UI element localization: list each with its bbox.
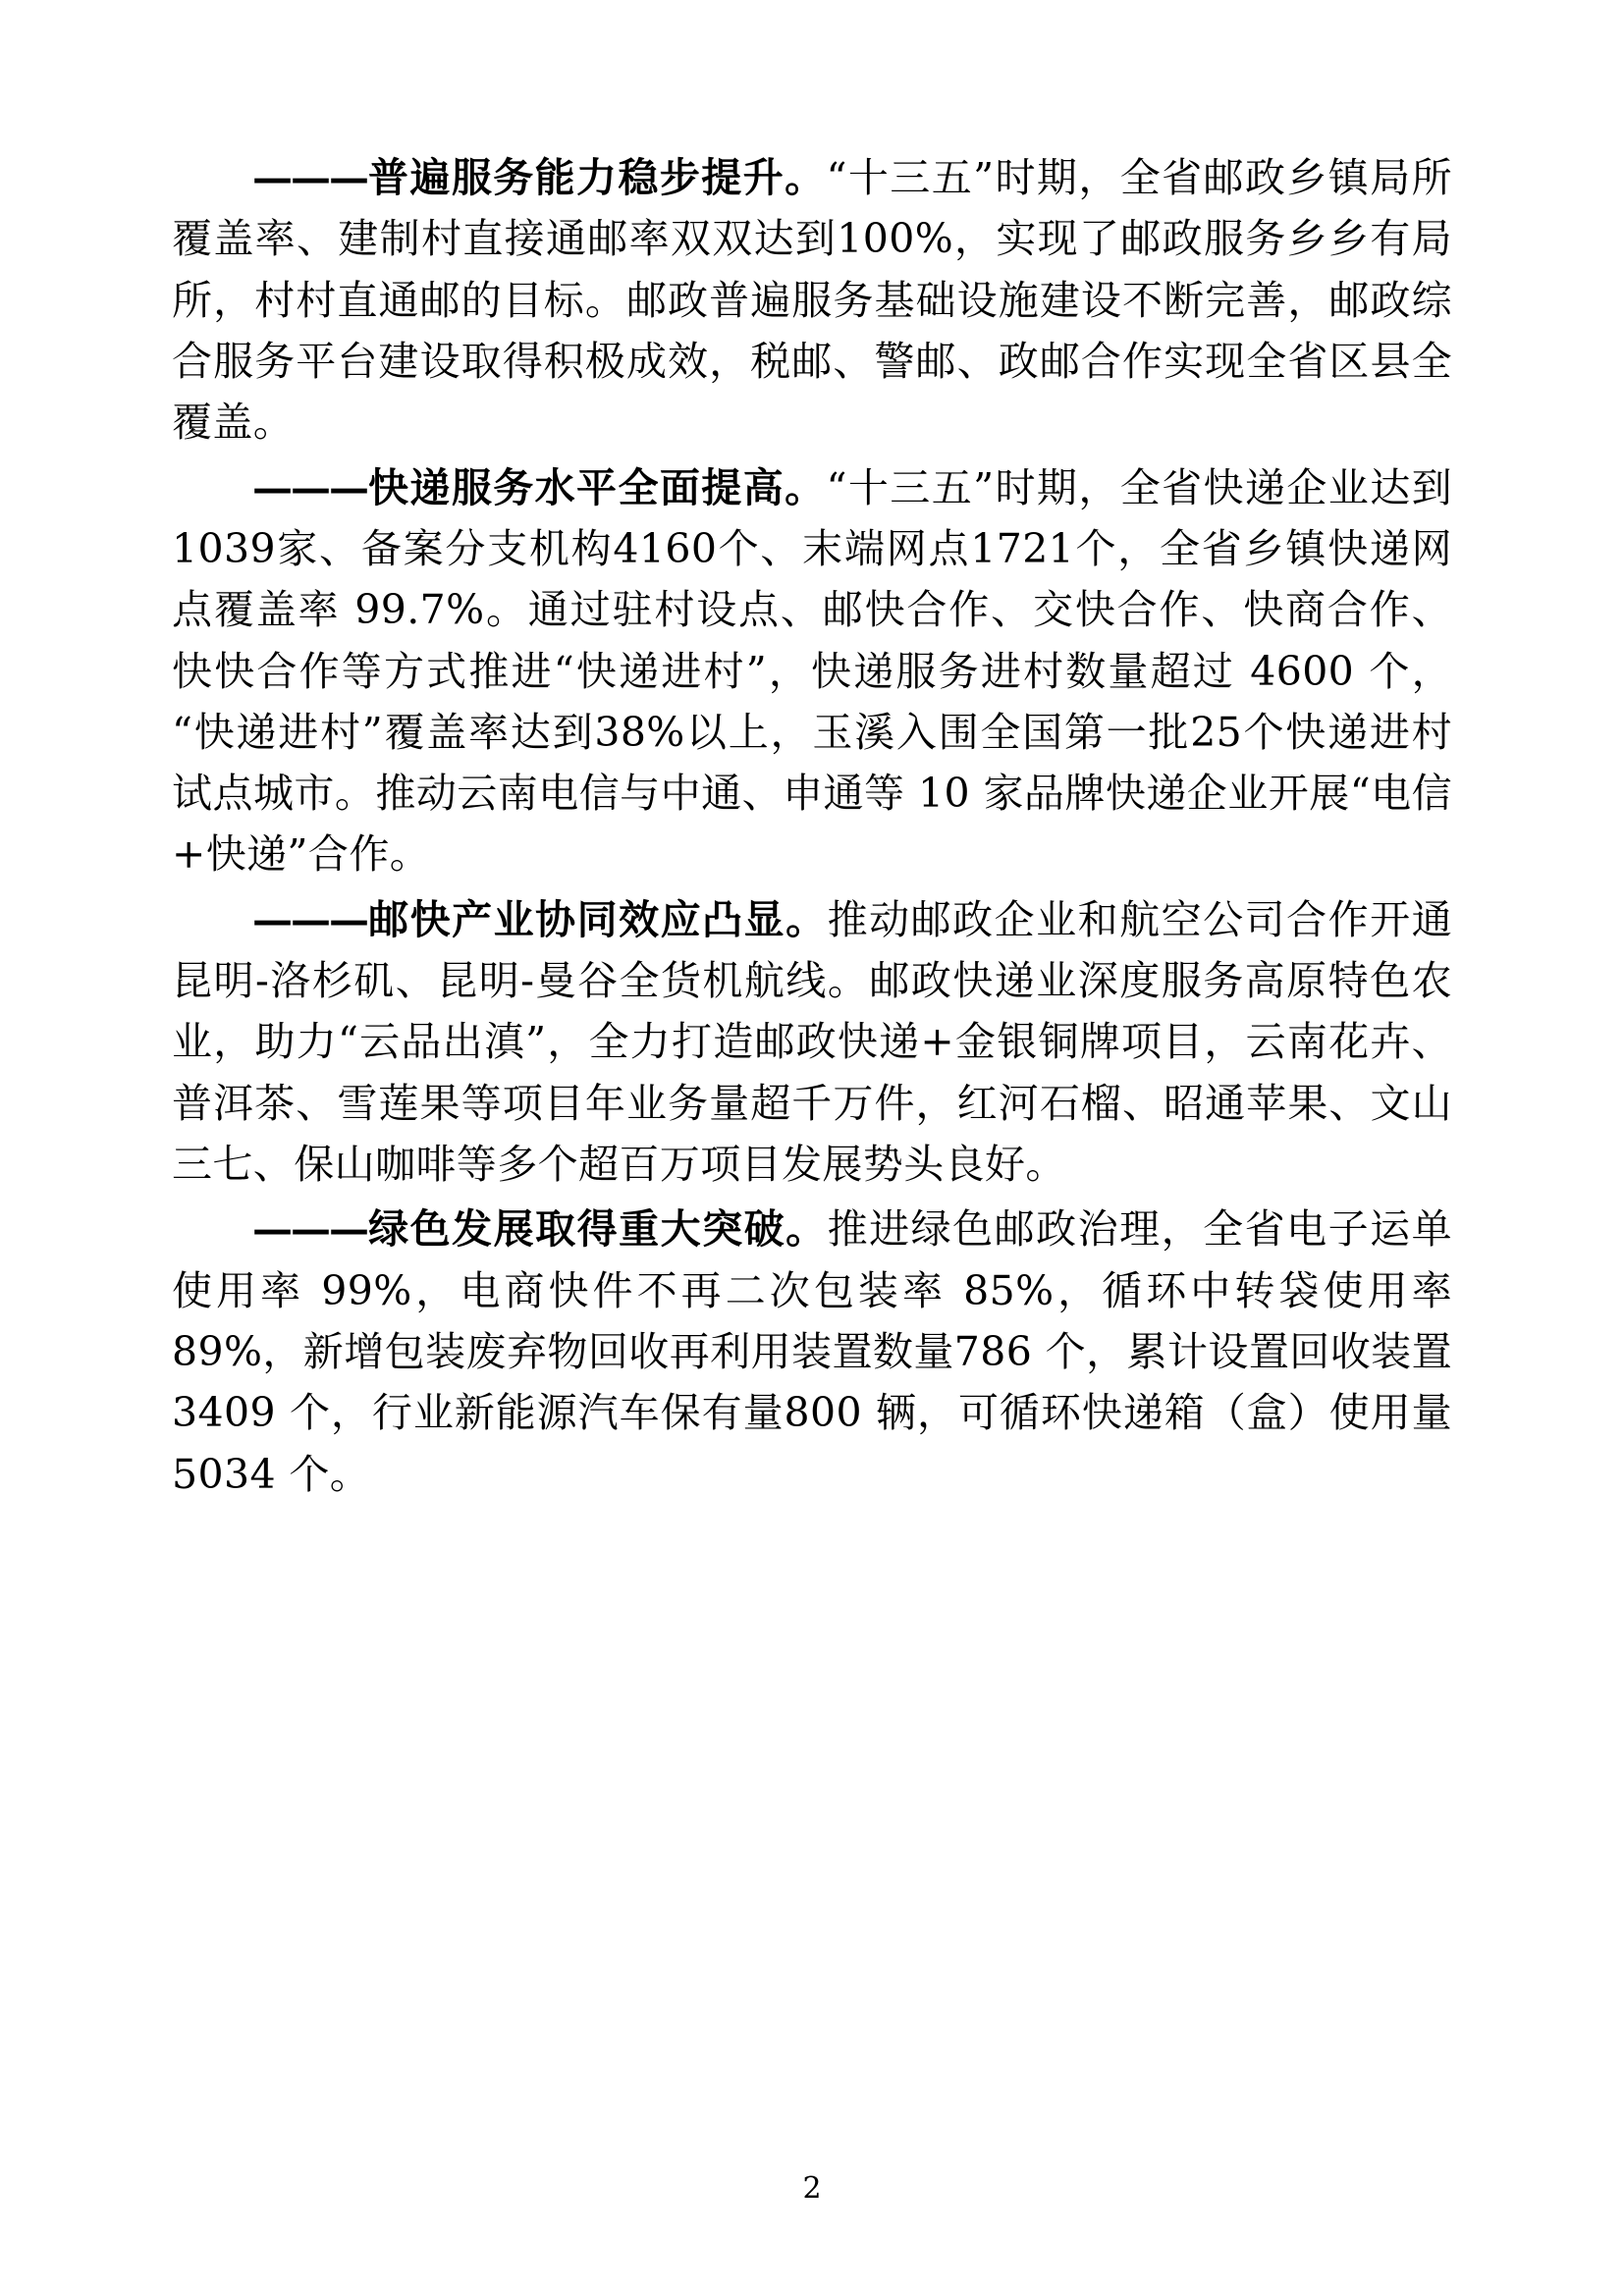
paragraph-text: 推动邮政企业和航空公司合作开通昆明-洛杉矶、昆明-曼谷全货机航线。邮政快递业深度服务高原特色农业，助力“云品出滇”，全力打造邮政快递+金银铜牌项目，云南花卉、普洱茶、雪莲果等项目年业务量超千万件，红河石榴、昭通苹果、文山三七、保山咖啡等多个超百万项目发展势头良好。 — [172, 895, 1453, 1188]
paragraph-dash-marker: ——— — [252, 463, 367, 511]
paragraph-heading: 绿色发展取得重大突破。 — [367, 1205, 828, 1254]
paragraph-express-service — [172, 457, 1452, 885]
paragraph-dash-marker: ——— — [252, 1205, 367, 1254]
paragraph-heading: 普遍服务能力稳步提升。 — [367, 154, 827, 201]
paragraph-text: 推进绿色邮政治理，全省电子运单使用率 99%，电商快件不再二次包装率 85%，循环中转袋使用率 89%，新增包装废弃物回收再利用装置数量786 个，累计设置回收装置3409 个，行业新能源汽车保有量800 辆，可循环快递箱（盒）使用量5034 个。 — [172, 1205, 1453, 1498]
paragraph-heading: 邮快产业协同效应凸显。 — [367, 895, 828, 943]
paragraph-text: “十三五”时期，全省邮政乡镇局所覆盖率、建制村直接通邮率双双达到100%，实现了邮政服务乡乡有局所，村村直通邮的目标。邮政普遍服务基础设施建设不断完善，邮政综合服务平台建设取得积极成效，税邮、警邮、政邮合作实现全省区县全覆盖。 — [172, 154, 1452, 447]
paragraph-heading: 快递服务水平全面提高。 — [367, 463, 827, 511]
page-number: 2 — [802, 2171, 822, 2206]
paragraph-universal-service — [172, 147, 1452, 454]
paragraph-dash-marker: ——— — [252, 154, 367, 201]
paragraph-industry-synergy — [172, 889, 1452, 1196]
paragraph-text: “十三五”时期，全省快递企业达到1039家、备案分支机构4160个、末端网点1721个，全省乡镇快递网点覆盖率 99.7%。通过驻村设点、邮快合作、交快合作、快商合作、快快合作等方式推进“快递进村”，快递服务进村数量超过 4600 个，“快递进村”覆盖率达到38%以上，玉溪入围全国第一批25个快递进村试点城市。推动云南电信与中通、申通等 10 家品牌快递企业开展“电信+快递”合作。 — [172, 463, 1452, 879]
paragraph-dash-marker: ——— — [252, 895, 367, 943]
paragraph-green-development — [172, 1199, 1452, 1505]
document-body — [172, 147, 1452, 1505]
